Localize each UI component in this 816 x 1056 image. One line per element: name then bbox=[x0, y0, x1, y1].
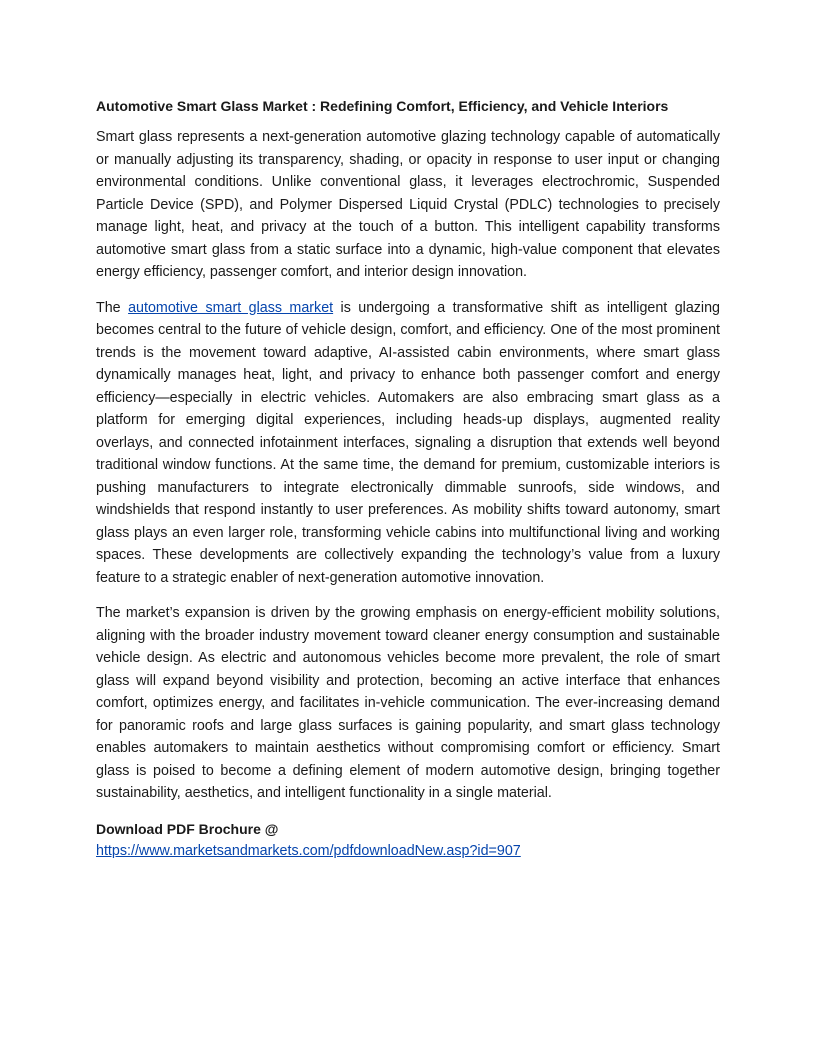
download-brochure-link[interactable]: https://www.marketsandmarkets.com/pdfdownloadNew.asp?id=907 bbox=[96, 842, 521, 859]
market-link[interactable]: automotive smart glass market bbox=[128, 299, 334, 316]
paragraph-trends-body: is undergoing a transformative shift as intelligent glazing becomes central to the future of vehicle design, comfort, and efficiency. One of the most prominent trends is the movement toward adaptive, AI-assisted cabin environments, where smart glass dynamically manages heat, light, and privacy to enhance both passenger comfort and energy efficiency—especially in electric vehicles. Automakers are also embracing smart glass as a platform for emerging digital experiences, including heads-up displays, augmented reality overlays, and connected infotainment interfaces, signaling a disruption that extends well beyond traditional window functions. At the same time, the demand for premium, customizable interiors is pushing manufacturers to integrate electronically dimmable sunroofs, side windows, and windshields that respond instantly to user preferences. As mobility shifts toward autonomy, smart glass plays an even larger role, transforming vehicle cabins into multifunctional living and working spaces. These developments are collectively expanding the technology’s value from a luxury feature to a strategic enabler of next-generation automotive innovation. bbox=[96, 299, 721, 586]
paragraph-trends-prefix: The bbox=[96, 299, 129, 316]
document-page bbox=[96, 96, 720, 862]
download-brochure-label: Download PDF Brochure @ bbox=[96, 820, 279, 837]
download-link-line bbox=[96, 840, 720, 862]
paragraph-intro: Smart glass represents a next-generation automotive glazing technology capable of automatically or manually adjusting its transparency, shading, or opacity in response to user input or changing environmental conditions. Unlike conventional glass, it leverages electrochromic, Suspended Particle Device (SPD), and Polymer Dispersed Liquid Crystal (PDLC) technologies to precisely manage light, heat, and privacy at the touch of a button. This intelligent capability transforms automotive smart glass from a static surface into a dynamic, high-value component that elevates energy efficiency, passenger comfort, and interior design innovation. bbox=[96, 129, 720, 280]
document-title: Automotive Smart Glass Market : Redefining Comfort, Efficiency, and Vehicle Interiors bbox=[96, 98, 669, 114]
paragraph-expansion: The market’s expansion is driven by the growing emphasis on energy-efficient mobility solutions, aligning with the broader industry movement toward cleaner energy consumption and sustainable vehicle design. As electric and autonomous vehicles become more prevalent, the role of smart glass will expand beyond visibility and protection, becoming an active interface that enhances comfort, optimizes energy, and facilitates in-vehicle communication. The ever-increasing demand for panoramic roofs and large glass surfaces is gaining popularity, and smart glass technology enables automakers to maintain aesthetics without compromising comfort or efficiency. Smart glass is poised to become a defining element of modern automotive design, bringing together sustainability, aesthetics, and intelligent functionality in a single material. bbox=[96, 605, 720, 801]
paragraph-trends bbox=[96, 297, 720, 590]
